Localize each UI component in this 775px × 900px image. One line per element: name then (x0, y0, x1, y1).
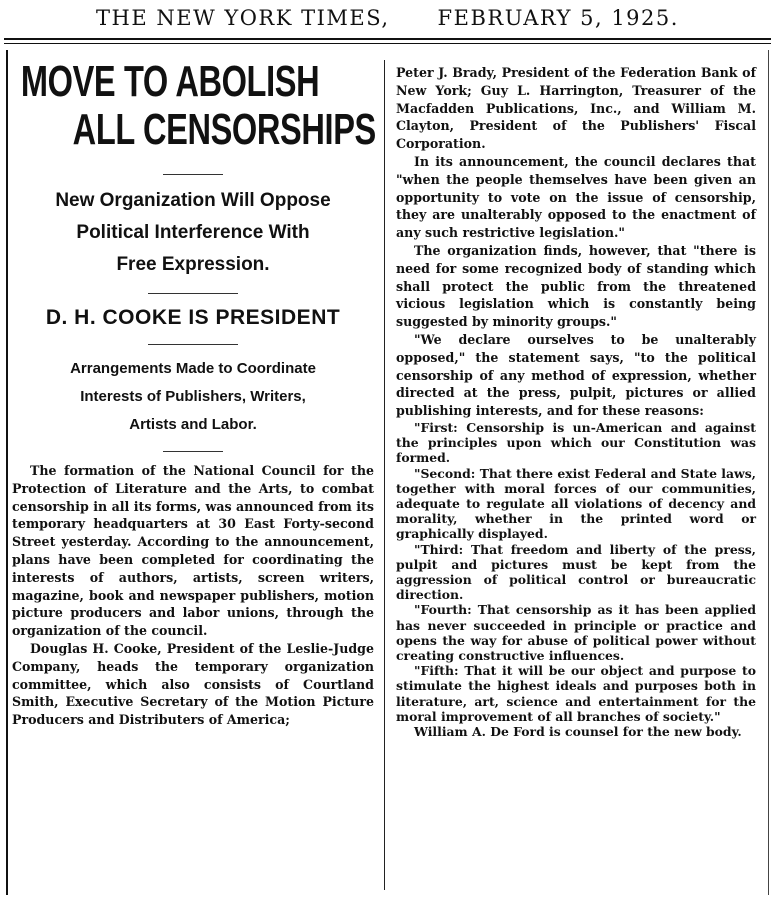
reasons-list (396, 420, 756, 739)
paragraph: "We declare ourselves to be unalterably opposed," the statement says, "to the political censorship of any method of expression, whether directed at the press, pulpit, pictures or allied publishing interests, and for these reasons: (396, 331, 756, 419)
masthead (0, 0, 775, 36)
article-body-right (396, 64, 756, 420)
paragraph: In its announcement, the council declares that "when the people themselves have been given an opportunity to vote on the issue of censorship, they are unalterably opposed to the enactment of any such restrictive legislation." (396, 153, 756, 241)
reason-item: "Third: That freedom and liberty of the press, pulpit and pictures must be kept from the aggression of political control or bureaucratic direction. (396, 541, 756, 603)
left-column (12, 58, 374, 729)
reason-item: "Fourth: That censorship as it has been applied has never succeeded in principle or practice and opens the way for abuse of political power without creating constructive influences. (396, 602, 756, 663)
subheadline-1-line-2: Political Interference With (76, 222, 310, 243)
main-headline (12, 58, 374, 168)
column-divider (384, 60, 385, 890)
subheadline-3-line-1: Arrangements Made to Coordinate (70, 360, 316, 377)
subheadline-3-line-2: Interests of Publishers, Writers, (80, 388, 306, 405)
masthead-paper-name: THE NEW YORK TIMES, (96, 6, 390, 30)
reason-item: "Fifth: That it will be our object and purpose to stimulate the highest ideals and purposes both in literature, art, science and entertainment for the moral improvement of all branches of society." (396, 663, 756, 724)
article-body-left (12, 462, 374, 729)
masthead-date: FEBRUARY 5, 1925. (437, 6, 679, 30)
subheadline-3-line-3: Artists and Labor. (129, 416, 257, 433)
masthead-rule-top (4, 38, 771, 40)
subheadline-1-line-1: New Organization Will Oppose (55, 190, 331, 211)
deck-separator-2 (148, 344, 238, 345)
headline-separator (163, 174, 223, 175)
subheadline-2: D. H. COOKE IS PRESIDENT (45, 306, 341, 329)
headline-line-2: ALL CENSORSHIPS (72, 105, 376, 154)
paragraph: Douglas H. Cooke, President of the Leslie-Judge Company, heads the temporary organization committee, which also consists of Courtland Smith, Executive Secretary of the Motion Picture Producers and Distributers of America; (12, 640, 374, 728)
subheadline-1 (12, 185, 374, 281)
deck-separator-1 (148, 293, 238, 294)
deck-separator-3 (163, 451, 223, 452)
right-column (396, 64, 756, 739)
reason-item: "Second: That there exist Federal and State laws, together with moral forces of our communities, adequate to regulate all violations of decency and morality, whether in the printed word or graphically displayed. (396, 465, 756, 542)
reason-item: "First: Censorship is un-American and against the principles upon which our Constitution was formed. (396, 419, 756, 466)
paragraph: William A. De Ford is counsel for the new body. (414, 724, 742, 739)
masthead-rule-bottom (4, 43, 771, 44)
paragraph: Peter J. Brady, President of the Federation Bank of New York; Guy L. Harrington, Treasurer of the Macfadden Publications, Inc., and William M. Clayton, President of the Publishers' Fiscal Corporation. (396, 65, 756, 152)
paragraph: The organization finds, however, that "there is need for some recognized body of standing which shall protect the public from the threatened vicious legislation which is constantly being suggested by minority groups." (396, 242, 756, 330)
subheadline-1-line-3: Free Expression. (116, 254, 270, 275)
subheadline-3 (12, 355, 374, 439)
headline-line-1: MOVE TO ABOLISH (20, 57, 320, 106)
paragraph: The formation of the National Council for the Protection of Literature and the Arts, to combat censorship in all its forms, was announced from its temporary headquarters at 30 East Forty-second Street yesterday. According to the announcement, plans have been completed for coordinating the interests of authors, artists, screen writers, magazine, book and newspaper publishers, motion picture producers and labor unions, through the organization of the council. (12, 463, 374, 639)
